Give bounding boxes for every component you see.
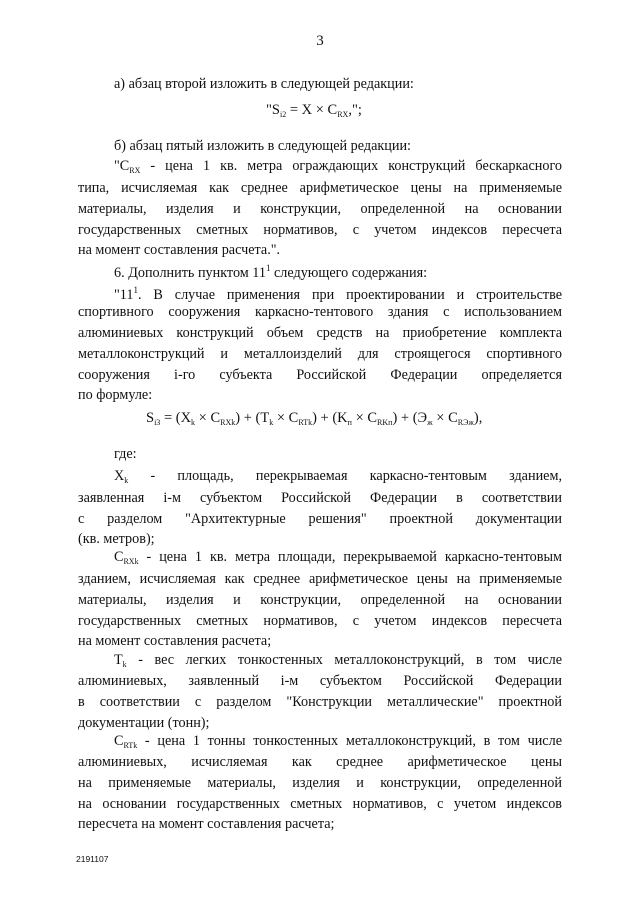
text-line: (кв. метров); bbox=[78, 531, 155, 547]
text-line: материалы, изделия и конструкции, определенной на основании bbox=[78, 201, 562, 217]
text-line: алюминиевых, исчисляемая как среднее арифметическое цены bbox=[78, 754, 562, 770]
formula-si2: "$S_{i2} = X \times C_{RX}$,"; bbox=[266, 102, 362, 119]
text-line: спортивного сооружения каркасно-тентового здания с использованием bbox=[78, 304, 562, 320]
text-line: "$C_{RX}$ - цена 1 кв. метра ограждающих конструкций бескаркасного bbox=[114, 158, 562, 175]
text-line: зданием, исчисляемая как среднее арифметическое цены на применяемые bbox=[78, 571, 562, 587]
document-code: 2191107 bbox=[76, 854, 109, 864]
text-line: с разделом "Архитектурные решения" проектной документации bbox=[78, 511, 562, 527]
text-line: по формуле: bbox=[78, 387, 153, 403]
text-line: на основании государственных сметных нормативов, с учетом индексов bbox=[78, 796, 562, 812]
text-line: заявленная i-м субъектом Российской Федерации в соответствии bbox=[78, 490, 562, 506]
text-line: алюминиевых, заявленный i-м субъектом Российской Федерации bbox=[78, 673, 562, 689]
text-line: материалы, изделия и конструкции, определенной на основании bbox=[78, 592, 562, 608]
where-label: где: bbox=[114, 446, 137, 462]
def-tk: $T_k$ - вес легких тонкостенных металлоконструкций, в том числе bbox=[114, 652, 562, 669]
text-line: "$11^1$. В случае применения при проектировании и строительстве bbox=[114, 285, 562, 303]
paragraph-a: а) абзац второй изложить в следующей редакции: bbox=[114, 76, 414, 92]
text-line: государственных сметных нормативов, с учетом индексов пересчета bbox=[78, 222, 562, 238]
text-line: на применяемые материалы, изделия и конструкции, определенной bbox=[78, 775, 562, 791]
text-line: на момент составления расчета; bbox=[78, 633, 272, 649]
text-line: металлоконструкций и металлоизделий для строящегося спортивного bbox=[78, 346, 562, 362]
def-crtk: $C_{RTk}$ - цена 1 тонны тонкостенных металлоконструкций, в том числе bbox=[114, 733, 562, 750]
paragraph-6: 6. Дополнить пунктом $11^1$ следующего содержания: bbox=[114, 263, 428, 281]
formula-si3: $S_{i3} = (X_k \times C_{RXk}) + (T_k \times C_{RTk}) + (K_п \times C_{RKп}) + (Э_ж \times C_{RЭж})$, bbox=[146, 410, 483, 427]
text-line: государственных сметных нормативов, с учетом индексов пересчета bbox=[78, 613, 562, 629]
text-line: в соответствии с разделом "Конструкции металлические" проектной bbox=[78, 694, 562, 710]
def-crxk: $C_{RXk}$ - цена 1 кв. метра площади, перекрываемой каркасно-тентовым bbox=[114, 549, 562, 566]
def-xk: $X_k$ - площадь, перекрываемая каркасно-тентовым зданием, bbox=[114, 468, 562, 485]
text-line: типа, исчисляемая как среднее арифметическое цены на применяемые bbox=[78, 180, 562, 196]
text-line: сооружения i-го субъекта Российской Федерации определяется bbox=[78, 367, 562, 383]
text-line: алюминиевых конструкций объем средств на приобретение комплекта bbox=[78, 325, 562, 341]
page-number: 3 bbox=[316, 33, 324, 49]
text-line: документации (тонн); bbox=[78, 715, 210, 731]
paragraph-b: б) абзац пятый изложить в следующей редакции: bbox=[114, 138, 412, 154]
text-line: пересчета на момент составления расчета; bbox=[78, 816, 335, 832]
text-line: на момент составления расчета.". bbox=[78, 242, 281, 258]
